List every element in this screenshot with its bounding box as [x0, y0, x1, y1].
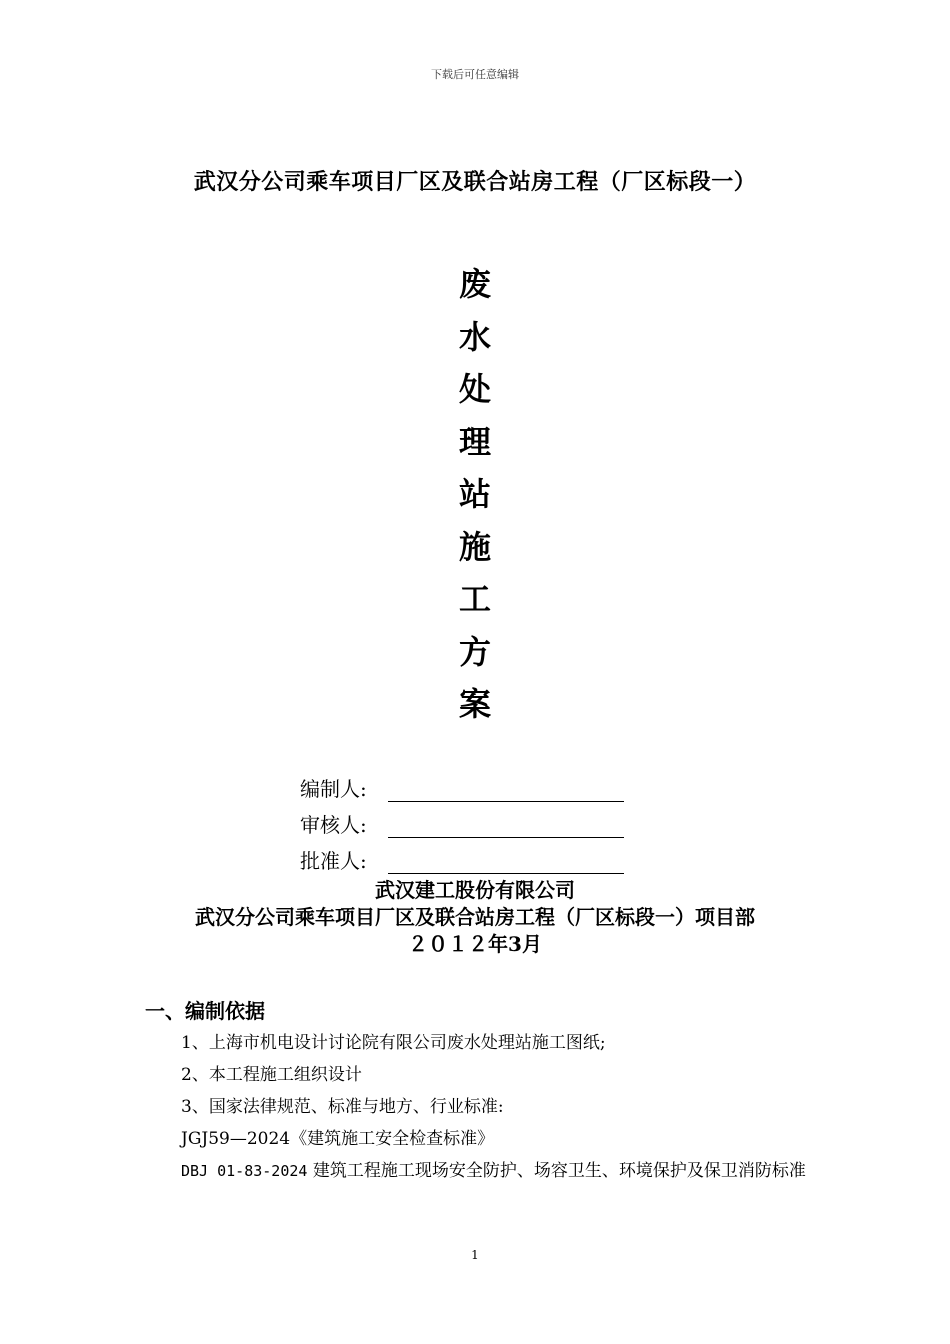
signature-label: 编制人:: [300, 777, 367, 801]
signature-block: [300, 766, 624, 874]
title-char: 理: [458, 422, 491, 461]
signature-row-reviewer: [300, 802, 624, 838]
project-department: 武汉分公司乘车项目厂区及联合站房工程（厂区标段一）项目部: [195, 905, 755, 929]
title-char: 站: [458, 475, 491, 513]
title-char: 施: [458, 527, 491, 566]
standard-code: DBJ 01-83-2024: [181, 1162, 308, 1180]
title-char: 案: [458, 685, 491, 723]
project-title: 武汉分公司乘车项目厂区及联合站房工程（厂区标段一）: [193, 169, 757, 195]
signature-row-approver: [300, 838, 624, 874]
list-item: JGJ59—2024《建筑施工安全检查标准》: [181, 1129, 495, 1149]
title-char: 方: [458, 632, 491, 671]
signature-line: [388, 849, 624, 874]
header-note: 下载后可任意编辑: [431, 68, 519, 81]
signature-line: [388, 777, 624, 802]
title-char: 废: [458, 265, 491, 303]
section-title: 一、编制依据: [145, 999, 265, 1023]
title-char: 水: [458, 317, 491, 356]
title-char: 工: [458, 580, 491, 618]
document-date: ２０１２年3月: [408, 932, 542, 956]
list-item: 3、国家法律规范、标准与地方、行业标准:: [181, 1097, 504, 1117]
document-title: [0, 258, 950, 731]
standard-name: 建筑工程施工现场安全防护、场容卫生、环境保护及保卫消防标准: [312, 1161, 806, 1181]
signature-label: 批准人:: [300, 849, 367, 873]
list-item: 2、本工程施工组织设计: [181, 1065, 362, 1085]
list-item: 1、上海市机电设计讨论院有限公司废水处理站施工图纸;: [181, 1033, 606, 1053]
list-item-dbj: [145, 1155, 810, 1187]
page-number: 1: [471, 1248, 479, 1262]
title-char: 处: [458, 370, 491, 408]
company-name: 武汉建工股份有限公司: [375, 878, 575, 902]
signature-line: [388, 813, 624, 838]
section-body: [145, 1027, 810, 1187]
signature-row-compiler: [300, 766, 624, 802]
signature-label: 审核人:: [300, 813, 367, 837]
company-block: [0, 877, 950, 958]
